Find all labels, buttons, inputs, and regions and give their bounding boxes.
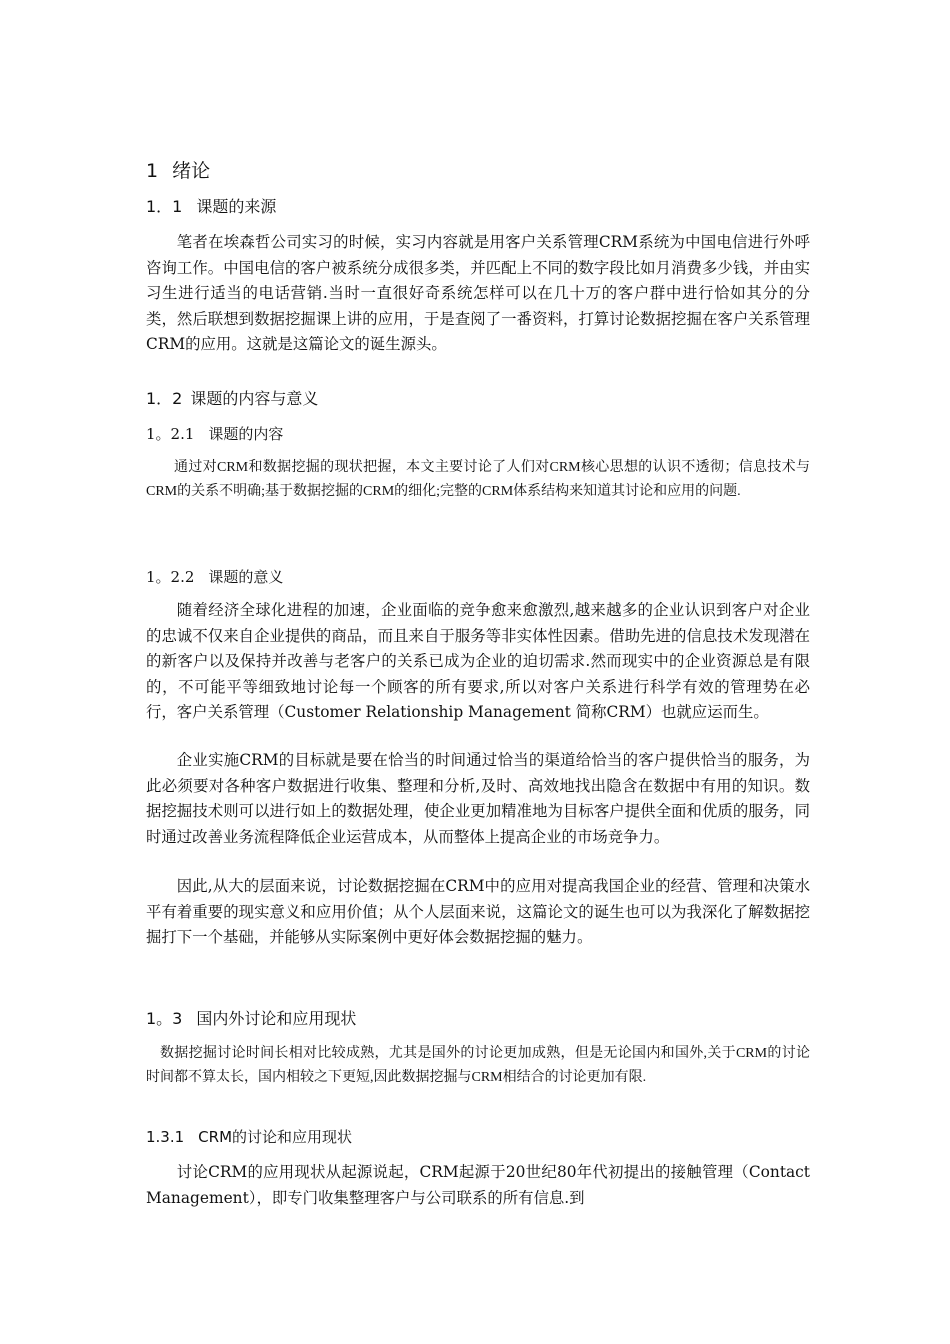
chapter-title: 绪论 (172, 160, 211, 182)
paragraph-status: 数据挖掘讨论时间长相对比较成熟，尤其是国外的讨论更加成熟，但是无论国内和国外,关于CRM的讨论时间都不算太长，国内相较之下更短,因此数据挖掘与CRM相结合的讨论更加有限. (146, 1046, 810, 1085)
chapter-heading (146, 158, 810, 184)
section-number: 1．2 (146, 389, 183, 408)
paragraph-source: 笔者在埃森哲公司实习的时候，实习内容就是用客户关系管理CRM系统为中国电信进行外呼咨询工作。中国电信的客户被系统分成很多类，并匹配上不同的数字段比如月消费多少钱，并由实习生进行适当的电话营销.当时一直很好奇系统怎样可以在几十万的客户群中进行恰如其分的分类，然后联想到数据挖掘课上讲的应用，于是查阅了一番资料，打算讨论数据挖掘在客户关系管理CRM的应用。这就是这篇论文的诞生源头。 (146, 233, 810, 354)
subsection-title: 课题的内容 (208, 425, 284, 443)
subsection-title: CRM的讨论和应用现状 (198, 1128, 353, 1146)
section-number: 1。3 (146, 1009, 183, 1028)
section-title: 课题的来源 (196, 197, 277, 216)
subsection-title: 课题的意义 (208, 568, 284, 586)
paragraph-significance-1: 随着经济全球化进程的加速，企业面临的竞争愈来愈激烈,越来越多的企业认识到客户对企业的忠诚不仅来自企业提供的商品，而且来自于服务等非实体性因素。借助先进的信息技术发现潜在的新客户以及保持并改善与老客户的关系已成为企业的迫切需求.然而现实中的企业资源总是有限的，不可能平等细致地讨论每一个顾客的所有要求,所以对客户关系进行科学有效的管理势在必行，客户关系管理（Customer Relationship Management 简称CRM）也就应运而生。 (146, 601, 810, 722)
paragraph-significance-2: 企业实施CRM的目标就是要在恰当的时间通过恰当的渠道给恰当的客户提供恰当的服务，为此必须要对各种客户数据进行收集、整理和分析,及时、高效地找出隐含在数据中有用的知识。数据挖掘技术则可以进行如上的数据处理，使企业更加精准地为目标客户提供全面和优质的服务，同时通过改善业务流程降低企业运营成本，从而整体上提高企业的市场竞争力。 (146, 751, 810, 846)
subsection-heading-1-2-1 (146, 423, 810, 445)
subsection-number: 1.3.1 (146, 1128, 185, 1146)
subsection-heading-1-3-1 (146, 1126, 810, 1148)
section-heading-1-2 (146, 388, 810, 410)
section-number: 1．1 (146, 197, 183, 216)
subsection-heading-1-2-2 (146, 566, 810, 588)
chapter-number: 1 (146, 160, 159, 182)
paragraph-content: 通过对CRM和数据挖掘的现状把握，本文主要讨论了人们对CRM核心思想的认识不透彻；信息技术与CRM的关系不明确;基于数据挖掘的CRM的细化;完整的CRM体系结构来知道其讨论和应用的问题. (146, 460, 810, 499)
section-title: 课题的内容与意义 (190, 389, 319, 408)
paragraph-significance-3: 因此,从大的层面来说，讨论数据挖掘在CRM中的应用对提高我国企业的经营、管理和决策水平有着重要的现实意义和应用价值；从个人层面来说，这篇论文的诞生也可以为我深化了解数据挖掘打下一个基础，并能够从实际案例中更好体会数据挖掘的魅力。 (146, 877, 810, 947)
section-heading-1-1 (146, 196, 810, 218)
subsection-number: 1。2.1 (146, 425, 195, 443)
section-heading-1-3 (146, 1008, 810, 1030)
paragraph-crm-status: 讨论CRM的应用现状从起源说起，CRM起源于20世纪80年代初提出的接触管理（Contact Management），即专门收集整理客户与公司联系的所有信息.到 (146, 1163, 810, 1207)
subsection-number: 1。2.2 (146, 568, 195, 586)
section-title: 国内外讨论和应用现状 (196, 1009, 357, 1028)
